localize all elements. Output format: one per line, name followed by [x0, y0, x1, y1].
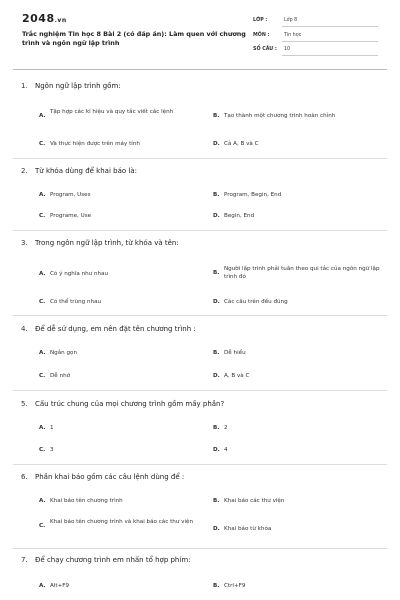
- question-number: 6.: [21, 473, 28, 481]
- option-letter: C.: [39, 523, 46, 529]
- question-4: [21, 325, 196, 333]
- option-text: Khai báo tên chương trình: [50, 498, 123, 504]
- question-text: Phần khai báo gồm các câu lệnh dùng để :: [35, 473, 185, 481]
- subject-value: Tin học: [284, 33, 302, 38]
- subject-label: MÔN :: [253, 33, 270, 38]
- question-divider: [13, 390, 387, 391]
- option-letter: B.: [213, 425, 220, 431]
- option-text: A, B và C: [224, 373, 250, 379]
- site-logo[interactable]: [22, 12, 67, 25]
- question-text: Từ khóa dùng để khai báo là:: [35, 167, 137, 175]
- question-divider: [13, 158, 387, 159]
- question-text: Để chạy chương trình em nhấn tổ hợp phím:: [35, 556, 191, 564]
- question-number: 2.: [21, 167, 28, 175]
- question-number: 1.: [21, 82, 28, 90]
- option-text: Người lập trình phải tuân theo qui tắc của ngôn ngữ lập trình đó: [224, 266, 380, 280]
- option-text: Dễ nhớ: [50, 373, 71, 379]
- option-letter: A.: [39, 425, 46, 431]
- question-count-label: SỐ CÂU :: [253, 47, 277, 52]
- option-letter: A.: [39, 498, 46, 504]
- worksheet-title: Trắc nghiệm Tin học 8 Bài 2 (có đáp án): Làm quen với chương trình và ngôn ngữ lập trình: [22, 30, 246, 47]
- question-text: Để dễ sử dụng, em nên đặt tên chương trình :: [35, 325, 196, 333]
- option-text: 4: [224, 447, 228, 453]
- question-number: 4.: [21, 325, 28, 333]
- header-divider: [13, 69, 387, 70]
- question-7: [21, 556, 191, 564]
- worksheet-header: [0, 0, 400, 70]
- option-letter: A.: [39, 113, 46, 119]
- option-letter: D.: [213, 213, 220, 219]
- option-letter: D.: [213, 141, 220, 147]
- question-1: [21, 82, 121, 90]
- count-underline: [282, 55, 378, 56]
- option-letter: B.: [213, 350, 220, 356]
- question-text: Trong ngôn ngữ lập trình, từ khóa và tên:: [35, 239, 179, 247]
- class-label: LỚP :: [253, 18, 268, 23]
- question-divider: [13, 464, 387, 465]
- question-number: 5.: [21, 400, 28, 408]
- option-text: Program, Begin, End: [224, 192, 282, 198]
- option-text: Begin, End: [224, 213, 255, 219]
- option-letter: D.: [213, 526, 220, 532]
- option-letter: D.: [213, 373, 220, 379]
- option-text: Programe, Use: [50, 213, 92, 219]
- question-2: [21, 167, 137, 175]
- option-text: Program, Uses: [50, 192, 91, 198]
- option-letter: B.: [213, 583, 220, 589]
- option-text: Tập hợp các kí hiệu và quy tắc viết các lệnh: [50, 109, 174, 115]
- option-letter: B.: [213, 270, 220, 276]
- question-number: 7.: [21, 556, 28, 564]
- option-text: Và thực hiện được trên máy tính: [50, 141, 140, 147]
- option-text: Khai báo các thư viện: [224, 498, 285, 504]
- option-text: Dễ hiểu: [224, 350, 246, 356]
- question-text: Ngôn ngữ lập trình gồm:: [35, 82, 121, 90]
- option-text: Khai báo tên chương trình và khai báo các thư viện: [50, 519, 193, 525]
- option-letter: C.: [39, 373, 46, 379]
- question-text: Cấu trúc chung của mọi chương trình gồm mấy phần?: [35, 400, 225, 408]
- option-text: Tạo thành một chương trình hoàn chỉnh: [224, 113, 336, 119]
- logo-text: 2048: [22, 12, 55, 25]
- option-text: Có thể trùng nhau: [50, 299, 102, 305]
- option-text: 2: [224, 425, 228, 431]
- option-text: Ctrl+F9: [224, 583, 246, 589]
- option-letter: D.: [213, 447, 220, 453]
- option-letter: C.: [39, 299, 46, 305]
- question-divider: [13, 230, 387, 231]
- option-text: Ngắn gọn: [50, 350, 78, 356]
- option-letter: D.: [213, 299, 220, 305]
- subject-underline: [282, 41, 378, 42]
- class-underline: [282, 26, 378, 27]
- option-text: Có ý nghĩa như nhau: [50, 271, 109, 277]
- question-divider: [13, 548, 387, 549]
- option-letter: C.: [39, 213, 46, 219]
- option-letter: A.: [39, 350, 46, 356]
- question-number: 3.: [21, 239, 28, 247]
- class-value: Lớp 8: [284, 18, 298, 23]
- option-text: 3: [50, 447, 54, 453]
- option-letter: B.: [213, 192, 220, 198]
- option-letter: A.: [39, 583, 46, 589]
- option-text: Các câu trên đều đúng: [224, 299, 288, 305]
- option-letter: B.: [213, 498, 220, 504]
- option-text: Cả A, B và C: [224, 141, 259, 147]
- option-letter: C.: [39, 141, 46, 147]
- question-divider: [13, 315, 387, 316]
- option-letter: A.: [39, 192, 46, 198]
- question-5: [21, 400, 224, 408]
- option-text: Alt+F9: [50, 583, 70, 589]
- option-letter: A.: [39, 271, 46, 277]
- question-3: [21, 239, 179, 247]
- option-text: Khai báo từ khóa: [224, 526, 272, 532]
- option-text: 1: [50, 425, 54, 431]
- option-letter: B.: [213, 113, 220, 119]
- option-letter: C.: [39, 447, 46, 453]
- logo-suffix: .vn: [54, 17, 67, 24]
- question-6: [21, 473, 184, 481]
- question-count-value: 10: [284, 47, 291, 52]
